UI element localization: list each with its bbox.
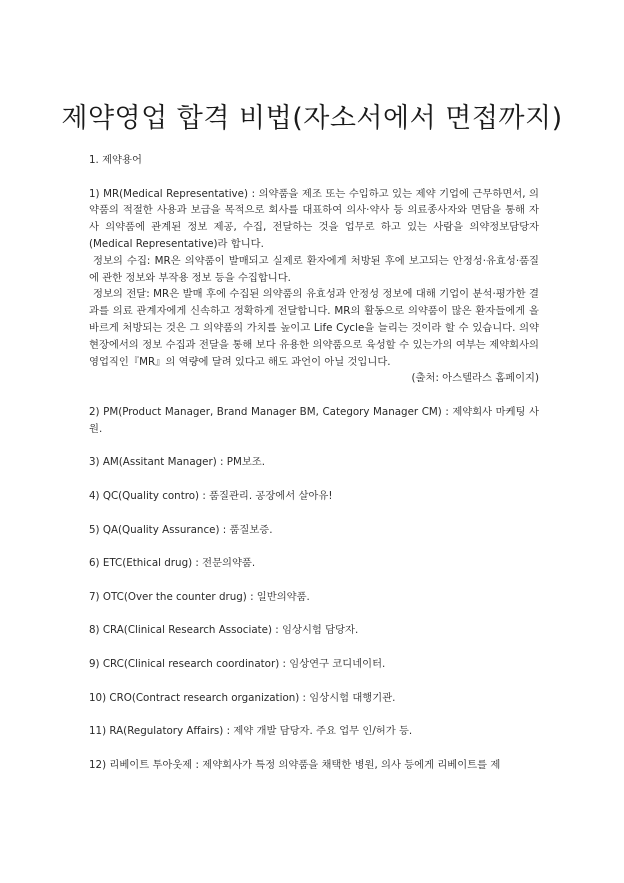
info-delivery-paragraph: 정보의 전달: MR은 발매 후에 수집된 의약품의 유효성과 안정성 정보에 대해 기업이 분석·평가한 결과를 의료 관계자에게 신속하고 정확하게 전달합니다. MR의 활동으로 의약품이 많은 환자들에게 올바르게 처방되는 것은 그 의약품의 가치를 높이고 Life Cycle을 늘리는 것이라 할 수 있습니다. 의약 현장에서의 정보 수집과 전달을 통해 보다 유용한 의약품으로 육성할 수 있는가의 여부는 제약회사의 영업직인『MR』의 역량에 달려 있다고 해도 과언이 아닐 것입니다. <box>89 288 539 368</box>
term-item: 4) QC(Quality contro) : 품질관리. 공장에서 살아유! <box>89 489 333 502</box>
term-item: 5) QA(Quality Assurance) : 품질보증. <box>89 523 273 536</box>
term-item: 8) CRA(Clinical Research Associate) : 임상시험 담당자. <box>89 624 359 637</box>
term-item: 11) RA(Regulatory Affairs) : 제약 개발 담당자. 주요 업무 인/허가 등. <box>89 725 413 738</box>
info-collection-paragraph: 정보의 수집: MR은 의약품이 발매되고 실제로 환자에게 처방된 후에 보고되는 안정성·유효성·품질에 관한 정보와 부작용 정보 등을 수집합니다. <box>89 254 539 284</box>
document-title: 제약영업 합격 비법(자소서에서 면접까지) <box>61 103 563 134</box>
term-item: 10) CRO(Contract research organization) : 임상시험 대행기관. <box>89 691 396 704</box>
term-item: 2) PM(Product Manager, Brand Manager BM, Category Manager CM) : 제약회사 마케팅 사원. <box>89 405 539 435</box>
term-item: 9) CRC(Clinical research coordinator) : 임상연구 코디네이터. <box>89 657 386 670</box>
source-citation: (출처: 아스텔라스 홈페이지) <box>411 372 539 385</box>
term-item: 3) AM(Assitant Manager) : PM보조. <box>89 456 266 469</box>
mr-definition-paragraph: 1) MR(Medical Representative) : 의약품을 제조 또는 수입하고 있는 제약 기업에 근무하면서, 의약품의 적절한 사용과 보급을 목적으로 회사를 대표하여 의사·약사 등 의료종사자와 면담을 통해 자사 의약품에 관계된 정보 제공, 수집, 전달하는 것을 업무로 하고 있는 사람을 의약정보담당자(Medical Representative)라 합니다. <box>89 187 539 250</box>
term-item: 7) OTC(Over the counter drug) : 일반의약품. <box>89 590 310 603</box>
term-item: 6) ETC(Ethical drug) : 전문의약품. <box>89 557 256 570</box>
term-item: 12) 리베이트 투아웃제 : 제약회사가 특정 의약품을 채택한 병원, 의사 등에게 리베이트를 제 <box>89 758 501 771</box>
document-body <box>89 152 539 773</box>
section-heading: 1. 제약용어 <box>89 154 142 166</box>
